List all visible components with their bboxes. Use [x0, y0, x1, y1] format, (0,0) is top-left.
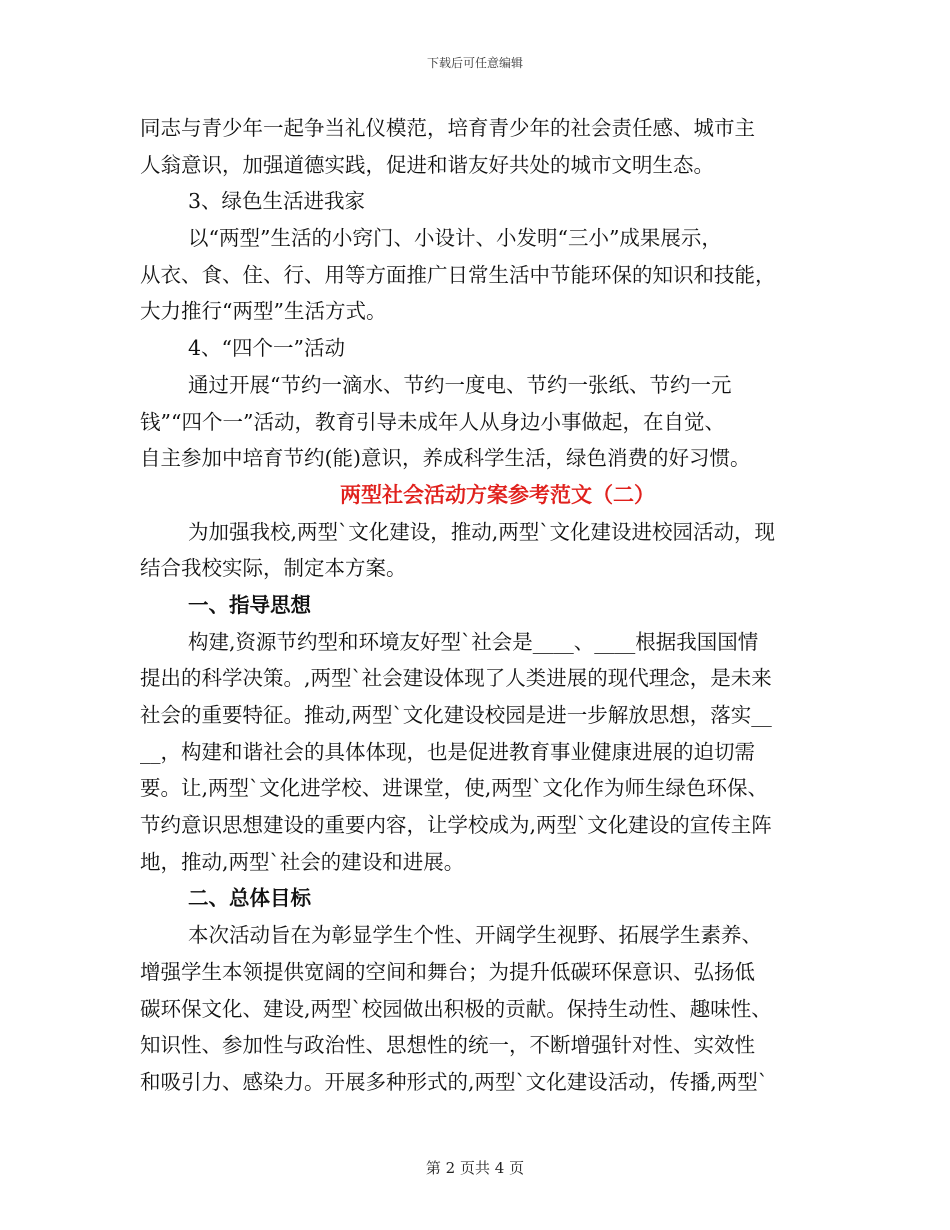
text-line: 钱”“四个一”活动，教育引导未成年人从身边小事做起，在自觉、	[140, 409, 725, 434]
text-line: __，构建和谐社会的具体体现，也是促进教育事业健康进展的迫切需	[140, 739, 755, 764]
text-line: 结合我校实际，制定本方案。	[140, 556, 407, 581]
page-header: 下载后可任意编辑	[426, 56, 523, 70]
text-line: 同志与青少年一起争当礼仪模范，培育青少年的社会责任感、城市主	[140, 116, 755, 140]
text-line: 大力推行“两型”生活方式。	[140, 299, 387, 324]
page-footer: 第 2 页共 4 页	[425, 1159, 525, 1177]
text-line: 为加强我校,两型`文化建设，推动,两型`文化建设进校园活动，现	[188, 519, 776, 544]
document-body	[140, 110, 815, 1101]
text-line: 节约意识思想建设的重要内容，让学校成为,两型`文化建设的宣传主阵	[140, 813, 772, 838]
text-line: 自主参加中培育节约(能)意识，养成科学生活，绿色消费的好习惯。	[140, 446, 751, 471]
text-line: 以“两型”生活的小窍门、小设计、小发明“三小”成果展示，	[188, 226, 722, 251]
text-line: 地，推动,两型`社会的建设和进展。	[140, 849, 465, 874]
text-line: 社会的重要特征。推动,两型`文化建设校园是进一步解放思想，落实__	[140, 703, 772, 727]
text-line: 知识性、参加性与政治性、思想性的统一，不断增强针对性、实效性	[140, 1033, 755, 1058]
section-heading: 一、指导思想	[188, 592, 311, 617]
text-line: 要。让,两型`文化进学校、进课堂，使,两型`文化作为师生绿色环保、	[140, 776, 769, 801]
section-heading: 二、总体目标	[188, 886, 311, 911]
text-line: 本次活动旨在为彰显学生个性、开阔学生视野、拓展学生素养、	[188, 923, 762, 948]
text-line: 4、“四个一”活动	[188, 336, 346, 361]
text-line: 碳环保文化、建设,两型`校园做出积极的贡献。保持生动性、趣味性、	[140, 996, 772, 1021]
text-line: 通过开展“节约一滴水、节约一度电、节约一张纸、节约一元	[188, 372, 732, 397]
text-line: 构建,资源节约型和环境友好型`社会是____、____根据我国国情	[188, 629, 759, 654]
text-line: 提出的科学决策。,两型`社会建设体现了人类进展的现代理念，是未来	[140, 666, 772, 691]
text-line: 从衣、食、住、行、用等方面推广日常生活中节能环保的知识和技能，	[140, 262, 776, 287]
text-line: 增强学生本领提供宽阔的空间和舞台；为提升低碳环保意识、弘扬低	[140, 959, 755, 984]
text-line: 3、绿色生活进我家	[188, 189, 366, 214]
text-line: 和吸引力、感染力。开展多种形式的,两型`文化建设活动，传播,两型`	[140, 1069, 769, 1094]
section-title: 两型社会活动方案参考范文（二）	[340, 481, 655, 507]
text-line: 人翁意识，加强道德实践，促进和谐友好共处的城市文明生态。	[140, 152, 714, 177]
